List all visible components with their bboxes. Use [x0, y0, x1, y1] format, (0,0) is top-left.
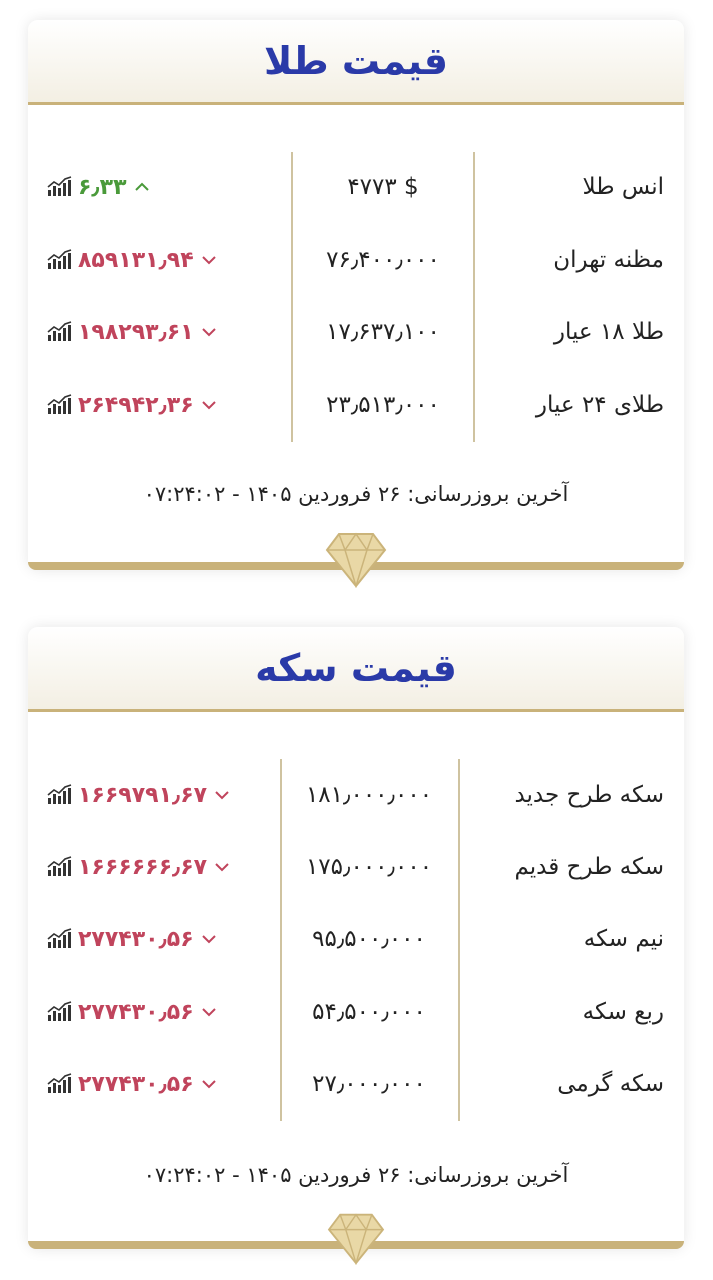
table-row[interactable]: [28, 847, 684, 887]
change-value: ۸۵۹۱۳۱٫۹۴: [78, 247, 194, 273]
item-name: نیم سکه: [583, 926, 664, 952]
chevron-down-icon: [200, 326, 218, 338]
gold-card-title: قیمت طلا: [264, 39, 448, 83]
item-name: سکه طرح جدید: [514, 782, 664, 808]
bar-chart-icon[interactable]: [46, 176, 72, 198]
table-row[interactable]: [28, 775, 684, 815]
change-value: ۱۹۸۲۹۳٫۶۱: [78, 319, 194, 345]
table-row[interactable]: [28, 385, 684, 425]
change-value: ۱۶۶۶۶۶۶٫۶۷: [78, 854, 208, 880]
chevron-down-icon: [200, 1078, 218, 1090]
change-cell: [46, 847, 231, 887]
item-price: ۱۸۱٫۰۰۰٫۰۰۰: [305, 782, 433, 808]
table-row[interactable]: [28, 167, 684, 207]
change-cell: [46, 919, 218, 959]
change-cell: [46, 775, 231, 815]
chevron-down-icon: [213, 861, 231, 873]
table-row[interactable]: [28, 240, 684, 280]
item-name: طلا ۱۸ عیار: [553, 319, 664, 345]
change-value: ۱۶۶۹۷۹۱٫۶۷: [78, 782, 208, 808]
last-updated-text: آخرین بروزرسانی: ۲۶ فروردین ۱۴۰۵ - ۰۷:۲۴:۰۲: [143, 482, 569, 506]
item-name: طلای ۲۴ عیار: [535, 392, 664, 418]
chevron-down-icon: [213, 789, 231, 801]
item-price: ۴۷۷۳ $: [347, 174, 419, 200]
chevron-down-icon: [200, 933, 218, 945]
item-price: ۱۷۵٫۰۰۰٫۰۰۰: [305, 854, 433, 880]
change-cell: [46, 312, 218, 352]
bar-chart-icon[interactable]: [46, 928, 72, 950]
gold-price-card: [28, 20, 684, 570]
item-name: سکه گرمی: [557, 1071, 664, 1097]
diamond-icon: [325, 530, 387, 588]
diamond-icon: [325, 1211, 387, 1265]
chevron-down-icon: [200, 1006, 218, 1018]
change-value: ۲۷۷۴۳۰٫۵۶: [78, 1071, 194, 1097]
item-price: ۹۵٫۵۰۰٫۰۰۰: [312, 926, 426, 952]
bar-chart-icon[interactable]: [46, 1001, 72, 1023]
bar-chart-icon[interactable]: [46, 784, 72, 806]
change-cell: [46, 240, 218, 280]
coin-card-header: [28, 627, 684, 712]
change-value: ۲۶۴۹۴۲٫۳۶: [78, 392, 194, 418]
table-row[interactable]: [28, 312, 684, 352]
item-price: ۱۷٫۶۳۷٫۱۰۰: [326, 319, 440, 345]
chevron-up-icon: [133, 181, 151, 193]
table-row[interactable]: [28, 1064, 684, 1104]
change-value: ۲۷۷۴۳۰٫۵۶: [78, 999, 194, 1025]
last-updated-text: آخرین بروزرسانی: ۲۶ فروردین ۱۴۰۵ - ۰۷:۲۴:۰۲: [143, 1163, 569, 1187]
change-value: ۶٫۳۳: [78, 174, 127, 200]
bar-chart-icon[interactable]: [46, 321, 72, 343]
item-name: ربع سکه: [582, 999, 664, 1025]
change-cell: [46, 1064, 218, 1104]
table-row[interactable]: [28, 992, 684, 1032]
table-row[interactable]: [28, 919, 684, 959]
chevron-down-icon: [200, 254, 218, 266]
bar-chart-icon[interactable]: [46, 856, 72, 878]
change-cell: [46, 385, 218, 425]
chevron-down-icon: [200, 399, 218, 411]
change-cell: [46, 167, 151, 207]
change-value: ۲۷۷۴۳۰٫۵۶: [78, 926, 194, 952]
item-name: سکه طرح قدیم: [514, 854, 664, 880]
item-price: ۷۶٫۴۰۰٫۰۰۰: [326, 247, 440, 273]
item-price: ۲۳٫۵۱۳٫۰۰۰: [326, 392, 440, 418]
bar-chart-icon[interactable]: [46, 1073, 72, 1095]
coin-card-title: قیمت سکه: [255, 646, 457, 690]
item-name: مظنه تهران: [553, 247, 664, 273]
coin-price-card: [28, 627, 684, 1249]
bar-chart-icon[interactable]: [46, 249, 72, 271]
change-cell: [46, 992, 218, 1032]
item-name: انس طلا: [582, 174, 664, 200]
gold-card-header: [28, 20, 684, 105]
item-price: ۲۷٫۰۰۰٫۰۰۰: [312, 1071, 426, 1097]
bar-chart-icon[interactable]: [46, 394, 72, 416]
item-price: ۵۴٫۵۰۰٫۰۰۰: [312, 999, 426, 1025]
